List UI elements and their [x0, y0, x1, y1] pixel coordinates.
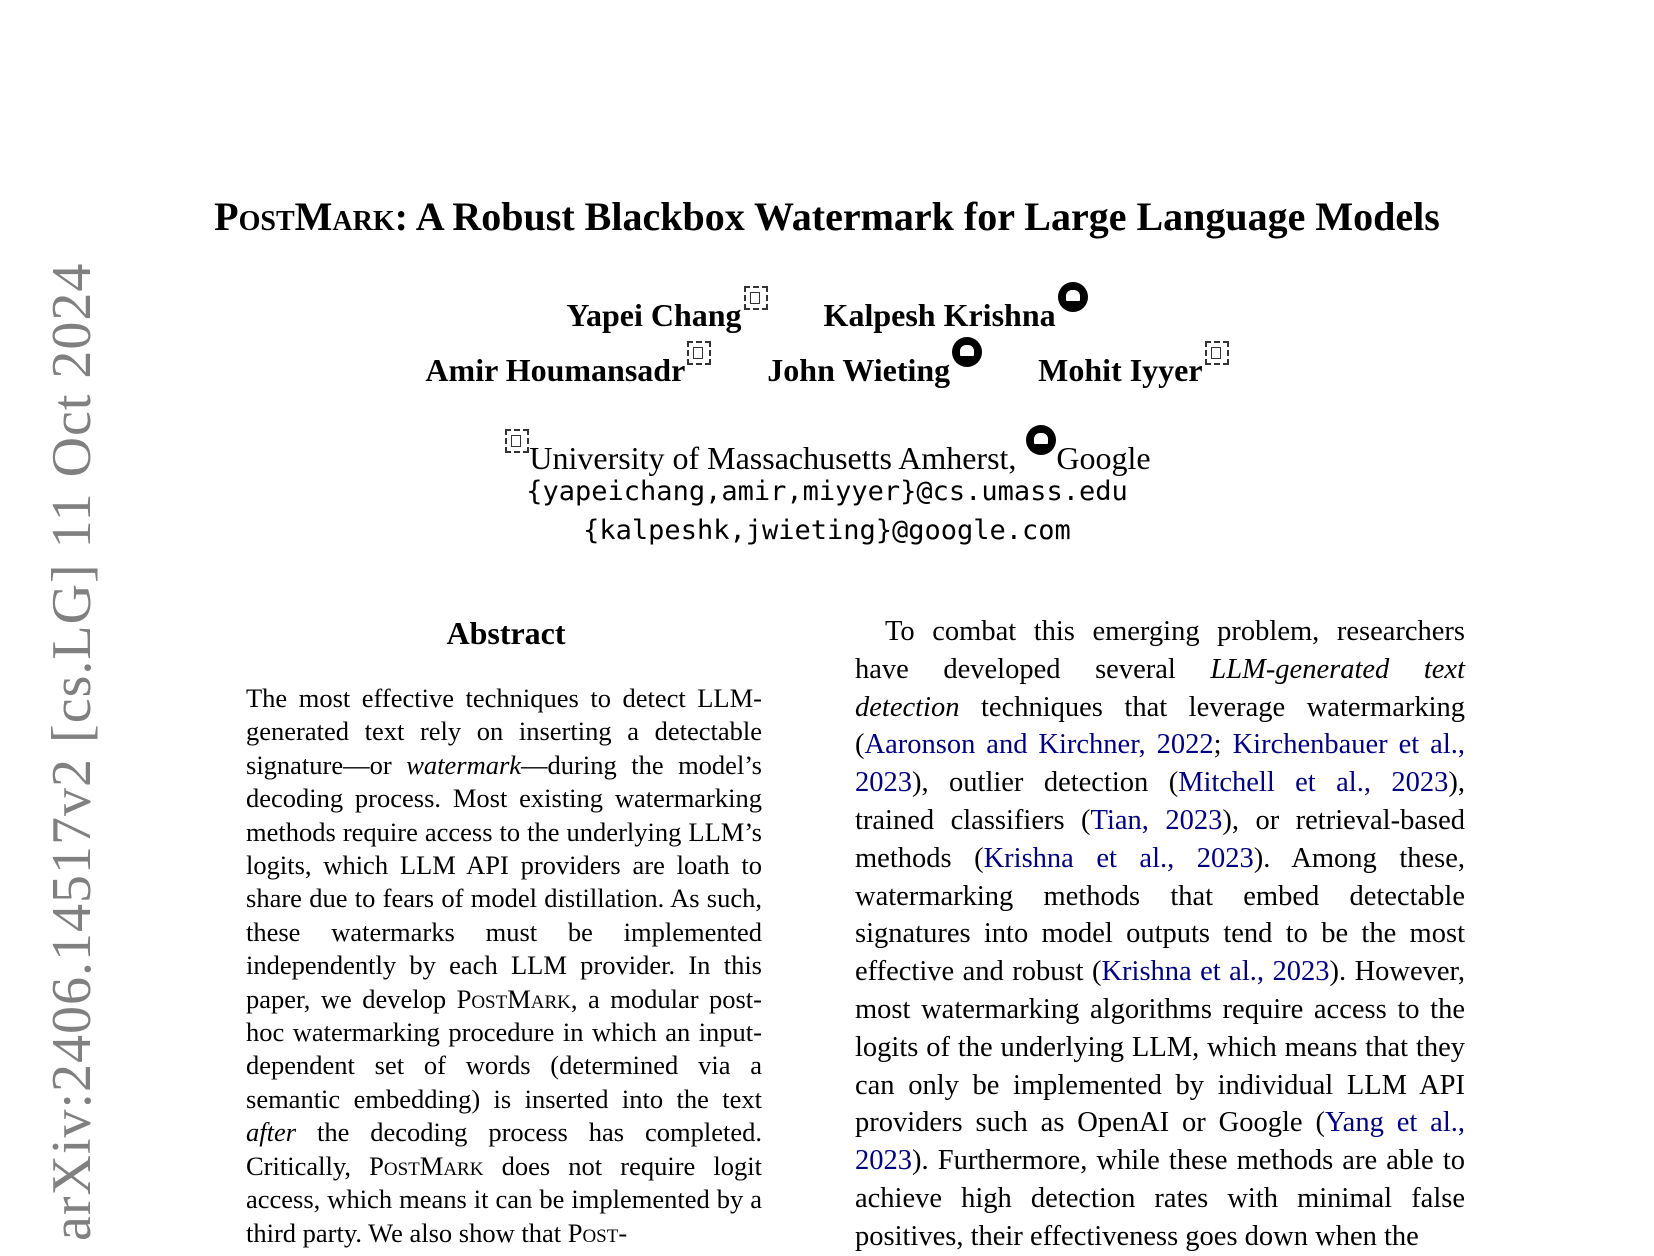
citation-link[interactable]: Kirchenbauer et al., 2023 [855, 729, 1466, 799]
mailbox-icon [1058, 282, 1088, 312]
email-umass: {yapeichang,amir,miyyer}@cs.umass.edu [526, 476, 1128, 507]
citation-link[interactable]: Mitchell et al., 2023 [1178, 767, 1449, 799]
author-row-1 [0, 282, 1654, 334]
paper-title [0, 193, 1654, 240]
citation-link[interactable]: Aaronson and Kirchner, 2022 [864, 729, 1214, 761]
affiliations: University of Massachusetts Amherst, Google [0, 425, 1654, 477]
stamp-icon [1205, 341, 1229, 365]
citation-link[interactable]: Krishna et al., 2023 [1101, 956, 1330, 988]
citation-link[interactable]: Krishna et al., 2023 [983, 842, 1254, 874]
stamp-icon [687, 341, 711, 365]
author: Kalpesh Krishna [824, 282, 1088, 334]
author-row-2 [0, 337, 1654, 389]
title-system-name: PostMark [214, 194, 395, 239]
introduction-body: To combat this emerging problem, researchers have developed several LLM-generated text detection techniques that leverage watermarking (Aaronson and Kirchner, 2022; Kirchenbauer et al., 2023), outlier detection (Mitchell et al., 2023), trained classifiers (Tian, 2023), or retrieval-based methods (Krishna et al., 2023). Among these, watermarking methods that embed detectable signatures into model outputs tend to be the most effective and robust (Krishna et al., 2023). However, most watermarking algorithms require access to the logits of the underlying LLM, which means that they can only be implemented by individual LLM API providers such as OpenAI or Google (Yang et al., 2023). Furthermore, while these methods are able to achieve high detection rates with minimal false positives, their effectiveness goes down when the [855, 616, 1466, 1252]
author: Amir Houmansadr [425, 341, 711, 389]
stamp-icon [744, 286, 768, 310]
citation-link[interactable]: Tian, 2023 [1090, 804, 1223, 836]
author: Yapei Chang [566, 286, 767, 334]
stamp-icon [505, 429, 529, 453]
abstract-heading: Abstract [446, 615, 566, 651]
title-rest: : A Robust Blackbox Watermark for Large Language Models [394, 194, 1440, 239]
author: John Wieting [767, 337, 982, 389]
author: Mohit Iyyer [1038, 341, 1228, 389]
mailbox-icon [952, 337, 982, 367]
abstract-body: The most effective techniques to detect LLM-generated text rely on inserting a detectable signature—or watermark—during the model’s decoding process. Most existing watermarking methods require access to the underlying LLM’s logits, which LLM API providers are loath to share due to fears of model distillation. As such, these watermarks must be implemented independently by each LLM provider. In this paper, we develop PostMark, a modular post-hoc watermarking procedure in which an input-dependent set of words (determined via a semantic embedding) is inserted into the text after the decoding process has completed. Critically, PostMark does not require logit access, which means it can be implemented by a third party. We also show that Post- [246, 683, 762, 1248]
citation-link[interactable]: Yang et al., 2023 [855, 1107, 1465, 1177]
email-google: {kalpeshk,jwieting}@google.com [583, 515, 1071, 546]
mailbox-icon [1026, 425, 1056, 455]
arxiv-identifier-stamp: arXiv:2406.14517v2 [cs.LG] 11 Oct 2024 [41, 262, 103, 1241]
